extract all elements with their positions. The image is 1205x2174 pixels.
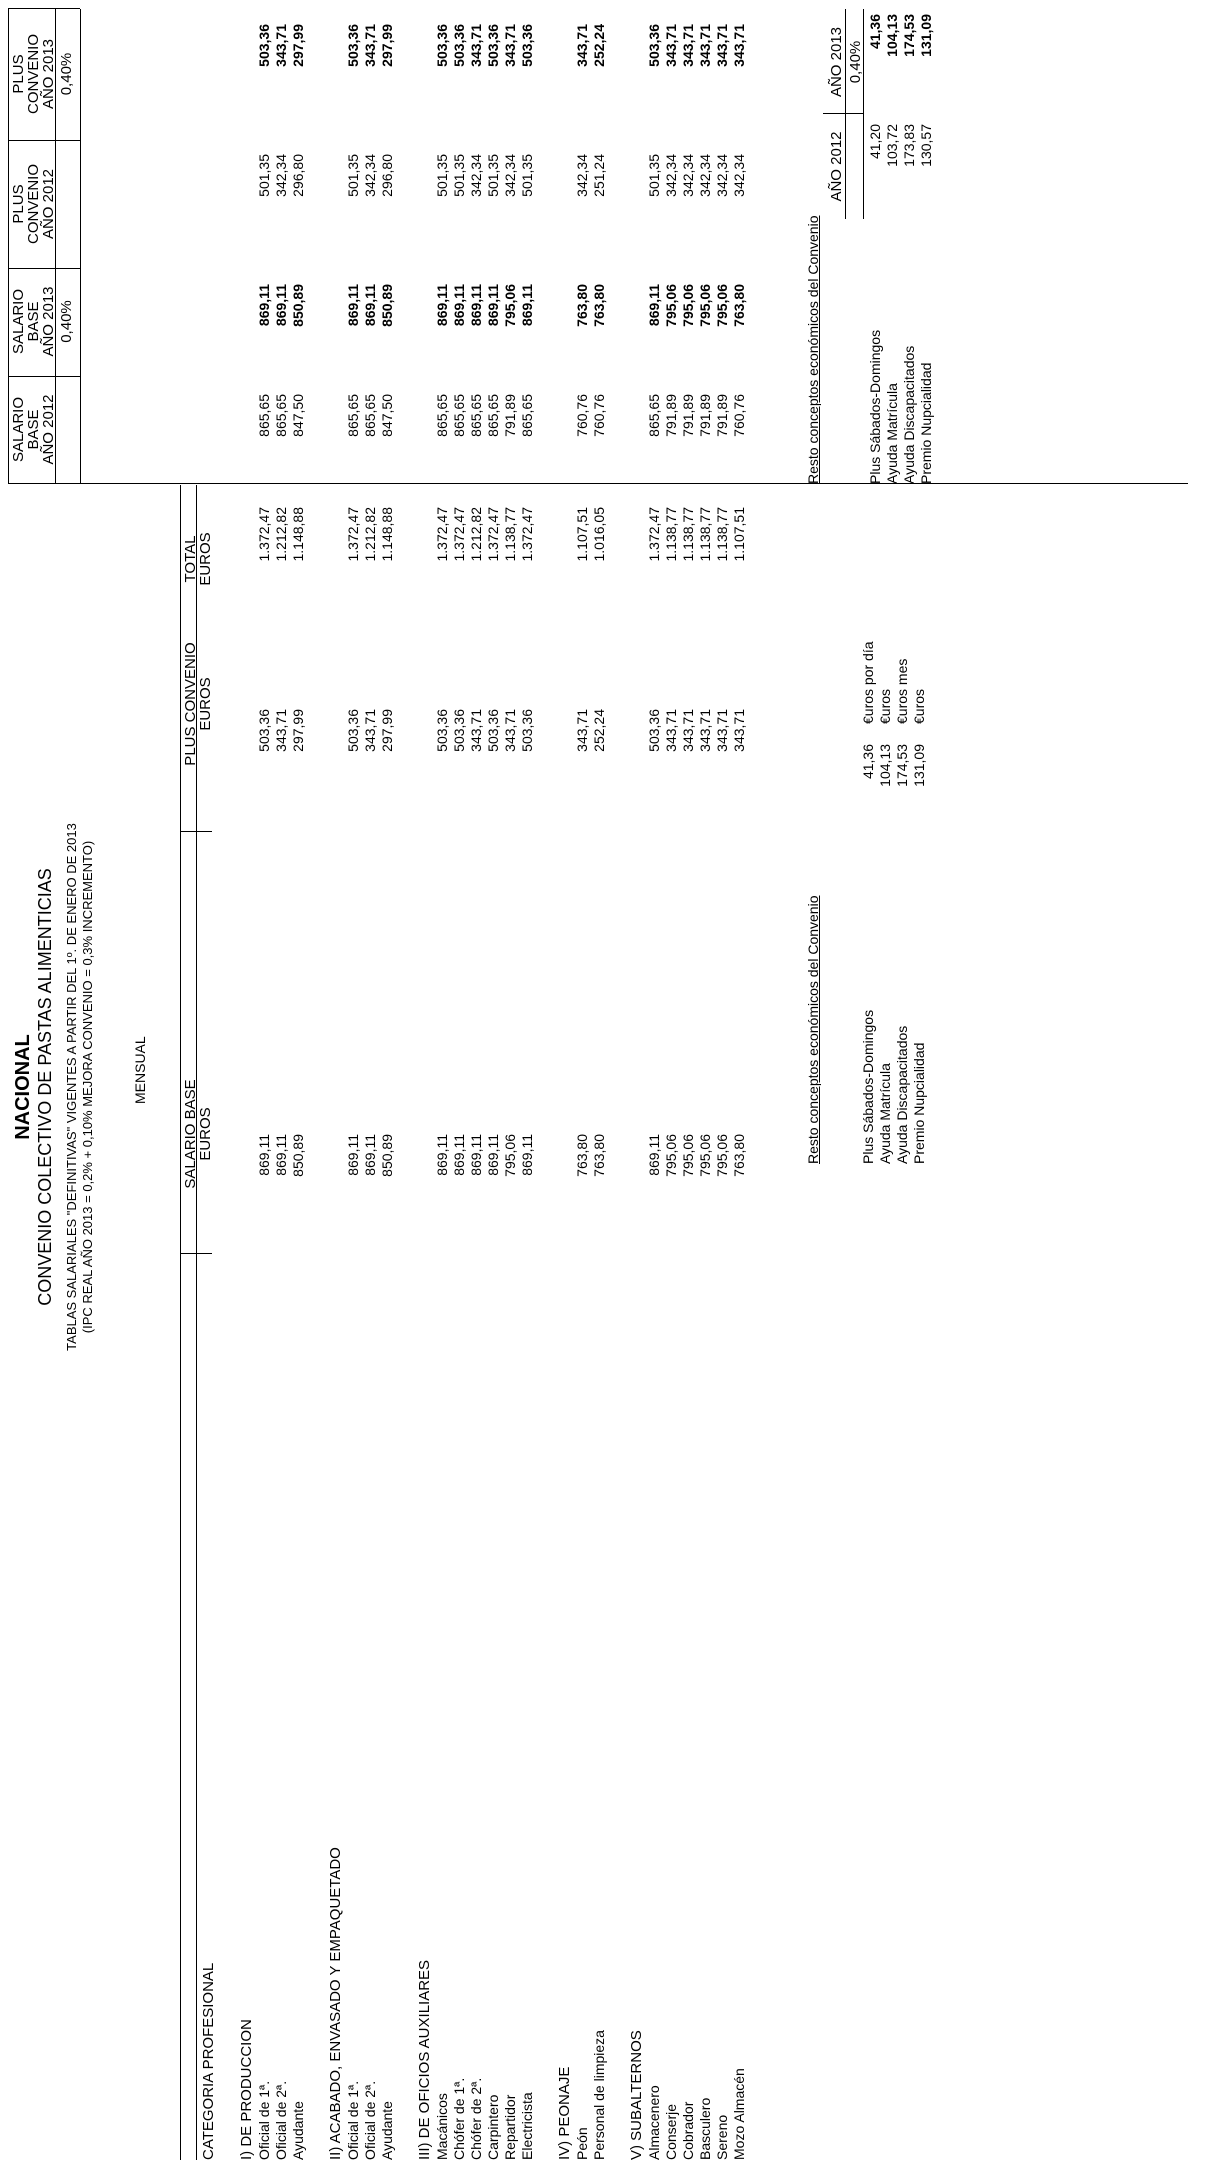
resto-value: 131,09 <box>911 744 927 787</box>
cell-sb-2012: 865,65 <box>434 394 450 437</box>
cell-sb-2012: 760,76 <box>574 394 590 437</box>
cell-sb-2013: 869,11 <box>646 284 662 327</box>
resto-value: 104,13 <box>877 744 893 787</box>
cell-pc-2013: 343,71 <box>574 24 590 67</box>
cell-sb-2013: 869,11 <box>434 284 450 327</box>
cell-category: Oficial de 2ª. <box>273 2080 289 2160</box>
cell-pc-2013: 503,36 <box>519 24 535 67</box>
cell-sb-2012: 847,50 <box>379 394 395 437</box>
cell-plus: 343,71 <box>362 709 378 752</box>
cell-sb-2013: 795,06 <box>714 284 730 327</box>
resto-label: Ayuda Matrícula <box>877 1063 893 1164</box>
resto-value-2012: 130,57 <box>918 124 934 167</box>
cell-pc-2012: 342,34 <box>468 154 484 197</box>
cell-pc-2013: 503,36 <box>451 24 467 67</box>
resto-unit: €uros <box>877 688 893 724</box>
resto-label: Ayuda Matrícula <box>884 383 900 484</box>
cell-category: Macánicos <box>434 2093 450 2160</box>
cell-pc-2013: 252,24 <box>591 24 607 67</box>
cell-total: 1.372,47 <box>646 507 662 562</box>
cell-salario: 850,89 <box>290 1134 306 1177</box>
cell-plus: 343,71 <box>731 709 747 752</box>
cell-sb-2012: 865,65 <box>273 394 289 437</box>
cell-pc-2012: 251,24 <box>591 154 607 197</box>
cell-salario: 869,11 <box>485 1134 501 1176</box>
cell-sb-2012: 865,65 <box>256 394 272 437</box>
cell-category: Electricista <box>519 2092 535 2160</box>
cell-plus: 503,36 <box>256 709 272 752</box>
cell-total: 1.212,82 <box>273 507 289 562</box>
resto-right-pct: 0,40% <box>847 40 864 84</box>
cmp-sb13-h2: BASE <box>25 301 42 342</box>
cell-plus: 343,71 <box>714 709 730 752</box>
resto-unit: €uros por día <box>860 641 876 724</box>
cmp-sb13-h1: SALARIO <box>10 288 27 355</box>
cmp-pc12-h1: PLUS <box>10 184 27 224</box>
cell-pc-2013: 343,71 <box>680 24 696 67</box>
col-salario: SALARIO BASE <box>182 1079 199 1189</box>
cell-plus: 503,36 <box>519 709 535 752</box>
cell-total: 1.372,47 <box>451 507 467 562</box>
cmp-pc13-h1: PLUS <box>10 54 27 94</box>
resto-label: Ayuda Discapacitados <box>901 345 917 484</box>
cell-category: Chófer de 2ª. <box>468 2077 484 2160</box>
cell-sb-2012: 760,76 <box>731 394 747 437</box>
cell-category: Peón <box>574 2127 590 2160</box>
resto-label: Plus Sábados-Domingos <box>867 329 883 484</box>
cell-plus: 343,71 <box>273 709 289 752</box>
cell-sb-2013: 869,11 <box>256 284 272 327</box>
resto-value: 41,36 <box>860 744 876 780</box>
cell-pc-2012: 342,34 <box>502 154 518 197</box>
cell-sb-2012: 865,65 <box>646 394 662 437</box>
resto-value-2013: 104,13 <box>884 14 900 57</box>
cmp-sb13-year: AÑO 2013 <box>40 286 57 357</box>
cell-sb-2013: 869,11 <box>273 284 289 327</box>
col-total-unit: EUROS <box>197 532 214 586</box>
main-top-rule <box>180 485 181 2160</box>
cell-plus: 297,99 <box>290 709 306 752</box>
cell-category: Carpintero <box>485 2094 501 2160</box>
cell-category: Oficial de 1ª. <box>345 2080 361 2160</box>
cell-sb-2012: 865,65 <box>362 394 378 437</box>
cell-plus: 503,36 <box>451 709 467 752</box>
cell-category: Chófer de 1ª. <box>451 2077 467 2160</box>
cell-pc-2013: 503,36 <box>345 24 361 67</box>
cell-sb-2013: 795,06 <box>502 284 518 327</box>
cell-pc-2012: 501,35 <box>646 154 662 197</box>
cell-plus: 252,24 <box>591 709 607 752</box>
main-header-rule <box>196 485 197 2160</box>
cell-salario: 795,06 <box>714 1134 730 1177</box>
cell-plus: 503,36 <box>434 709 450 752</box>
cell-total: 1.148,88 <box>290 507 306 562</box>
resto-value-2012: 41,20 <box>867 124 883 160</box>
doc-line2: (IPC REAL AÑO 2013 = 0,2% + 0,10% MEJORA CONVENIO = 0,3% INCREMENTO) <box>80 840 95 1334</box>
cell-total: 1.148,88 <box>379 507 395 562</box>
cell-pc-2012: 342,34 <box>663 154 679 197</box>
cell-salario: 795,06 <box>663 1134 679 1177</box>
cmp-vsep-2 <box>8 268 80 269</box>
cell-category: Personal de limpieza <box>591 2030 607 2160</box>
doc-subtitle: CONVENIO COLECTIVO DE PASTAS ALIMENTICIAS <box>35 868 55 1306</box>
cell-total: 1.372,47 <box>485 507 501 562</box>
cell-sb-2012: 865,65 <box>345 394 361 437</box>
group-header: III) DE OFICIOS AUXILIARES <box>416 1959 433 2160</box>
group-header: II) ACABADO, ENVASADO Y EMPAQUETADO <box>327 1847 344 2160</box>
cell-salario: 763,80 <box>574 1134 590 1177</box>
resto-left-title: Resto conceptos económicos del Convenio <box>805 895 821 1164</box>
cmp-bottom-rule <box>80 9 81 484</box>
cell-plus: 343,71 <box>697 709 713 752</box>
cell-sb-2012: 865,65 <box>485 394 501 437</box>
cell-pc-2013: 343,71 <box>714 24 730 67</box>
cell-salario: 869,11 <box>273 1134 289 1176</box>
cell-pc-2012: 501,35 <box>451 154 467 197</box>
resto-label: Premio Nupcialidad <box>911 1042 927 1164</box>
cell-salario: 869,11 <box>451 1134 467 1176</box>
cell-category: Almacenero <box>646 2085 662 2160</box>
cell-pc-2013: 503,36 <box>646 24 662 67</box>
cell-pc-2012: 501,35 <box>519 154 535 197</box>
cell-salario: 869,11 <box>345 1134 361 1176</box>
cell-pc-2012: 501,35 <box>256 154 272 197</box>
cell-pc-2013: 297,99 <box>379 24 395 67</box>
cell-sb-2013: 869,11 <box>345 284 361 327</box>
cell-category: Conserje <box>663 2103 679 2160</box>
cell-pc-2012: 342,34 <box>714 154 730 197</box>
cell-plus: 343,71 <box>502 709 518 752</box>
cell-pc-2012: 342,34 <box>574 154 590 197</box>
main-sep-2 <box>180 831 212 832</box>
cmp-pc13-year: AÑO 2013 <box>40 38 57 110</box>
cell-total: 1.138,77 <box>680 507 696 562</box>
cell-pc-2013: 297,99 <box>290 24 306 67</box>
doc-line1: TABLAS SALARIALES "DEFINITIVAS" VIGENTES A PARTIR DEL 1º. DE ENERO DE 2013 <box>64 823 79 1351</box>
cmp-top-rule <box>8 9 9 484</box>
cell-plus: 343,71 <box>663 709 679 752</box>
cell-sb-2013: 869,11 <box>451 284 467 327</box>
cell-pc-2012: 342,34 <box>273 154 289 197</box>
cell-pc-2012: 501,35 <box>485 154 501 197</box>
cell-sb-2012: 791,89 <box>502 394 518 437</box>
cell-plus: 343,71 <box>680 709 696 752</box>
cell-plus: 503,36 <box>345 709 361 752</box>
col-plus: PLUS CONVENIO <box>182 642 199 766</box>
cell-plus: 343,71 <box>468 709 484 752</box>
resto-value-2012: 103,72 <box>884 124 900 167</box>
cell-sb-2012: 865,65 <box>468 394 484 437</box>
cell-sb-2012: 791,89 <box>697 394 713 437</box>
cell-sb-2013: 850,89 <box>379 284 395 327</box>
cell-pc-2013: 343,71 <box>273 24 289 67</box>
cell-sb-2012: 791,89 <box>680 394 696 437</box>
cell-pc-2012: 342,34 <box>680 154 696 197</box>
cmp-vsep-1 <box>8 376 80 377</box>
cmp-pc13-h2: CONVENIO <box>25 34 42 115</box>
cell-total: 1.138,77 <box>697 507 713 562</box>
doc-title: NACIONAL <box>12 1034 34 1140</box>
cell-total: 1.212,82 <box>362 507 378 562</box>
cell-salario: 869,11 <box>362 1134 378 1176</box>
cell-sb-2013: 869,11 <box>485 284 501 327</box>
cell-total: 1.138,77 <box>714 507 730 562</box>
period-label: MENSUAL <box>132 1036 148 1104</box>
cell-salario: 869,11 <box>434 1134 450 1176</box>
cell-pc-2012: 501,35 <box>345 154 361 197</box>
resto-label: Plus Sábados-Domingos <box>860 1009 876 1164</box>
cell-plus: 297,99 <box>379 709 395 752</box>
resto-unit: €uros mes <box>894 658 910 724</box>
resto-right-year13: AÑO 2013 <box>828 26 845 98</box>
cell-sb-2013: 795,06 <box>663 284 679 327</box>
cell-sb-2012: 847,50 <box>290 394 306 437</box>
cell-pc-2013: 503,36 <box>485 24 501 67</box>
cell-salario: 850,89 <box>379 1134 395 1177</box>
cell-pc-2013: 343,71 <box>697 24 713 67</box>
cmp-sb13-pct: 0,40% <box>58 300 75 343</box>
cell-sb-2013: 850,89 <box>290 284 306 327</box>
col-salario-unit: EUROS <box>197 1107 214 1161</box>
cell-pc-2013: 343,71 <box>362 24 378 67</box>
cmp-sb12-h1: SALARIO <box>10 396 27 463</box>
cell-salario: 869,11 <box>468 1134 484 1176</box>
col-categoria: CATEGORIA PROFESIONAL <box>200 1962 217 2160</box>
cell-pc-2012: 296,80 <box>290 154 306 197</box>
cell-total: 1.372,47 <box>434 507 450 562</box>
cell-sb-2012: 865,65 <box>451 394 467 437</box>
cell-sb-2013: 795,06 <box>697 284 713 327</box>
cell-category: Sereno <box>714 2114 730 2160</box>
cell-pc-2013: 503,36 <box>256 24 272 67</box>
cell-category: Oficial de 2ª. <box>362 2080 378 2160</box>
cell-plus: 503,36 <box>485 709 501 752</box>
resto-label: Premio Nupcialidad <box>918 362 934 484</box>
resto-value-2013: 131,09 <box>918 14 934 57</box>
resto-value-2012: 173,83 <box>901 124 917 167</box>
cell-sb-2013: 763,80 <box>591 284 607 327</box>
cell-pc-2012: 296,80 <box>379 154 395 197</box>
cell-total: 1.138,77 <box>502 507 518 562</box>
cell-category: Mozo Almacén <box>731 2068 747 2160</box>
cell-pc-2012: 342,34 <box>697 154 713 197</box>
cell-sb-2012: 791,89 <box>714 394 730 437</box>
col-total: TOTAL <box>182 535 199 583</box>
cmp-pc13-pct: 0,40% <box>58 52 75 96</box>
cell-salario: 869,11 <box>519 1134 535 1176</box>
cell-pc-2013: 343,71 <box>502 24 518 67</box>
cell-pc-2013: 343,71 <box>468 24 484 67</box>
cell-pc-2012: 342,34 <box>362 154 378 197</box>
cell-category: Ayudante <box>290 2101 306 2160</box>
cell-pc-2013: 503,36 <box>434 24 450 67</box>
cell-sb-2013: 869,11 <box>362 284 378 327</box>
cell-salario: 763,80 <box>591 1134 607 1177</box>
resto-right-year12: AÑO 2012 <box>828 131 845 202</box>
cell-pc-2012: 342,34 <box>731 154 747 197</box>
cmp-pc12-h2: CONVENIO <box>25 164 42 245</box>
cell-sb-2013: 869,11 <box>519 284 535 327</box>
cmp-pc12-year: AÑO 2012 <box>40 168 57 240</box>
resto-right-vsep <box>823 113 863 114</box>
cell-pc-2012: 501,35 <box>434 154 450 197</box>
cell-pc-2013: 343,71 <box>731 24 747 67</box>
resto-right-rule1 <box>845 9 846 219</box>
cell-plus: 343,71 <box>574 709 590 752</box>
resto-right-title: Resto conceptos económicos del Convenio <box>805 215 821 484</box>
resto-unit: €uros <box>911 688 927 724</box>
cell-category: Repartidor <box>502 2094 518 2160</box>
cell-sb-2013: 795,06 <box>680 284 696 327</box>
cell-total: 1.212,82 <box>468 507 484 562</box>
cell-sb-2013: 763,80 <box>731 284 747 327</box>
col-plus-unit: EUROS <box>197 677 214 731</box>
cell-category: Cobrador <box>680 2101 696 2160</box>
cmp-left-border <box>8 483 1188 484</box>
cell-salario: 795,06 <box>697 1134 713 1177</box>
resto-value-2013: 41,36 <box>867 14 883 50</box>
resto-value: 174,53 <box>894 744 910 787</box>
main-sep-1 <box>180 1253 212 1254</box>
cell-salario: 763,80 <box>731 1134 747 1177</box>
resto-label: Ayuda Discapacitados <box>894 1025 910 1164</box>
cell-salario: 869,11 <box>256 1134 272 1176</box>
cell-salario: 795,06 <box>502 1134 518 1177</box>
cell-category: Basculero <box>697 2097 713 2160</box>
cell-total: 1.138,77 <box>663 507 679 562</box>
group-header: V) SUBALTERNOS <box>628 2030 645 2160</box>
cell-sb-2012: 791,89 <box>663 394 679 437</box>
cell-plus: 503,36 <box>646 709 662 752</box>
cmp-right-border <box>8 8 80 9</box>
cell-category: Oficial de 1ª. <box>256 2080 272 2160</box>
cell-sb-2012: 760,76 <box>591 394 607 437</box>
cmp-vsep-3 <box>8 140 80 141</box>
cell-salario: 869,11 <box>646 1134 662 1176</box>
cell-total: 1.372,47 <box>345 507 361 562</box>
cell-total: 1.107,51 <box>731 507 747 562</box>
group-header: I) DE PRODUCCION <box>238 2019 255 2160</box>
cell-sb-2012: 865,65 <box>519 394 535 437</box>
group-header: IV) PEONAJE <box>556 2066 573 2160</box>
cell-total: 1.372,47 <box>519 507 535 562</box>
cell-sb-2013: 869,11 <box>468 284 484 327</box>
resto-value-2013: 174,53 <box>901 14 917 57</box>
cell-total: 1.372,47 <box>256 507 272 562</box>
cell-sb-2013: 763,80 <box>574 284 590 327</box>
cell-total: 1.107,51 <box>574 507 590 562</box>
cmp-sb12-h2: BASE <box>25 409 42 450</box>
cmp-sb12-year: AÑO 2012 <box>40 394 57 465</box>
cell-category: Ayudante <box>379 2101 395 2160</box>
cell-total: 1.016,05 <box>591 507 607 562</box>
cell-salario: 795,06 <box>680 1134 696 1177</box>
cell-pc-2013: 343,71 <box>663 24 679 67</box>
